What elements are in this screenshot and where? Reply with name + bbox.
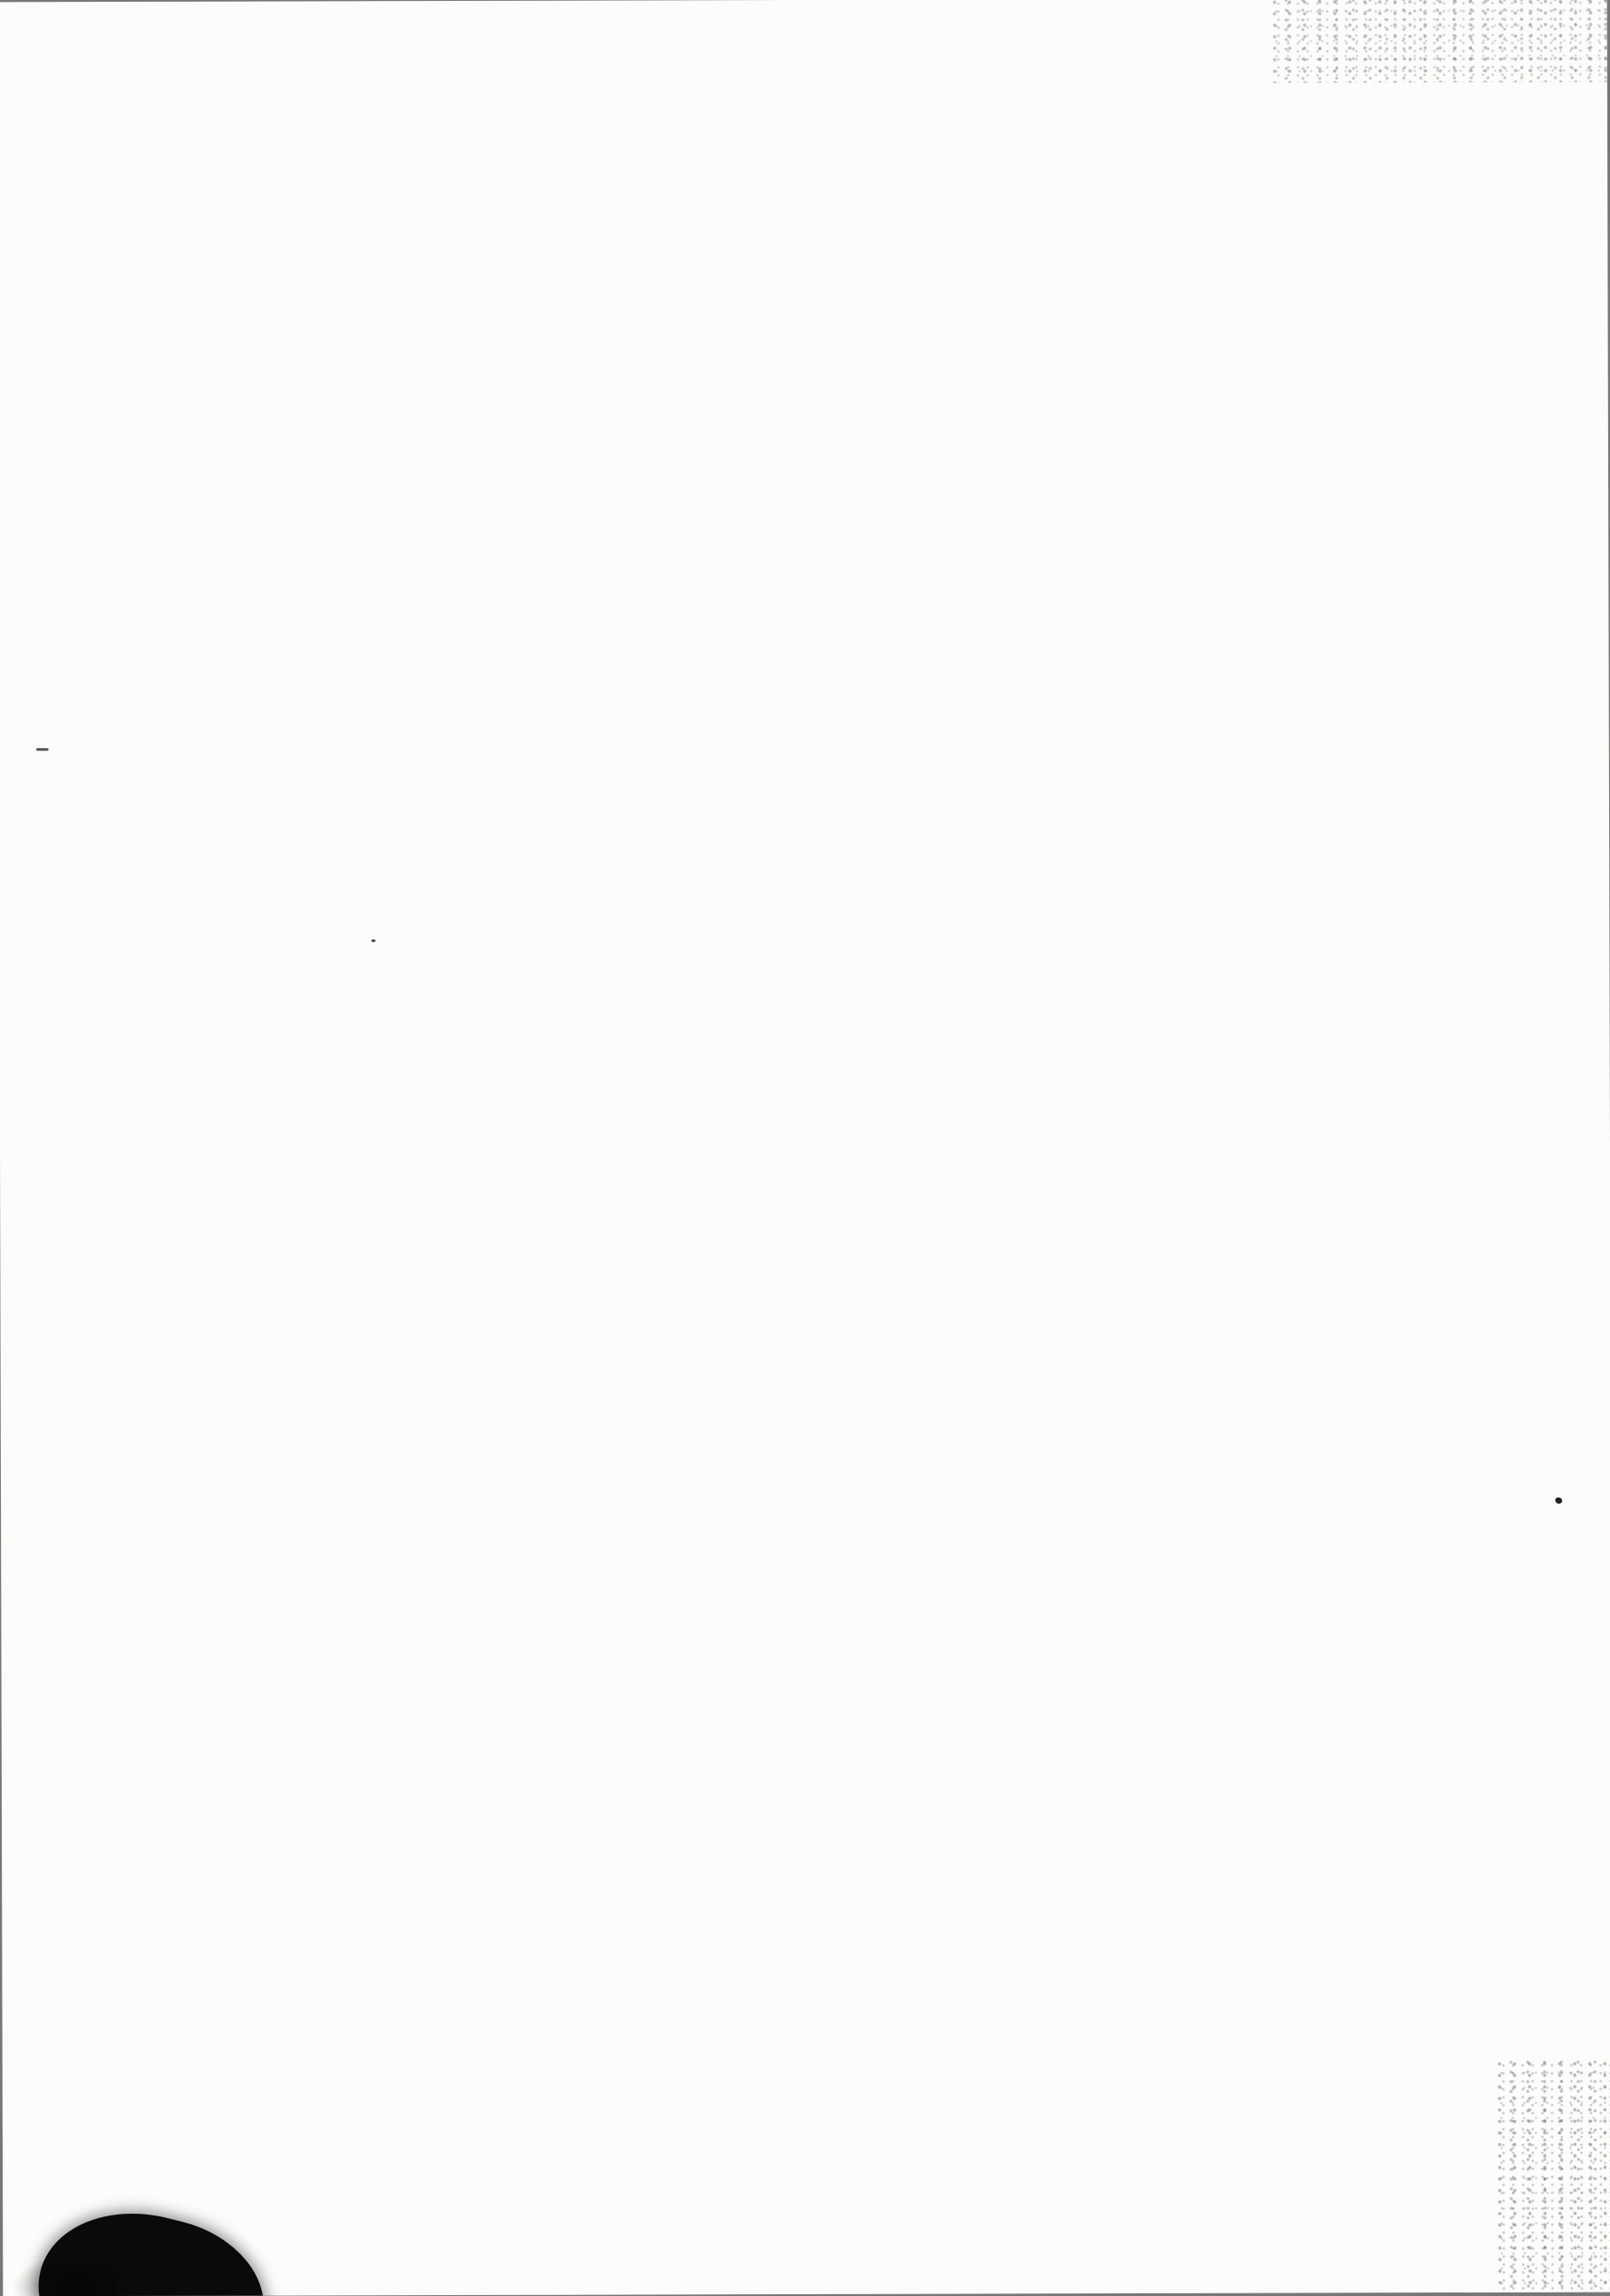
figure-229-wood-screws <box>187 577 850 1238</box>
scan-noise-bottom-right <box>1497 2061 1610 2292</box>
ink-speck <box>371 939 375 942</box>
ink-speck <box>1554 1497 1563 1505</box>
right-text-column <box>919 543 1537 545</box>
scan-artifact-blob-fringe <box>12 2254 118 2296</box>
scan-noise-top-right <box>1272 0 1607 83</box>
margin-mark <box>36 748 49 751</box>
figure-caption <box>181 1248 882 1250</box>
bottom-text-block <box>189 1418 1547 1422</box>
top-text-block <box>166 156 1536 159</box>
